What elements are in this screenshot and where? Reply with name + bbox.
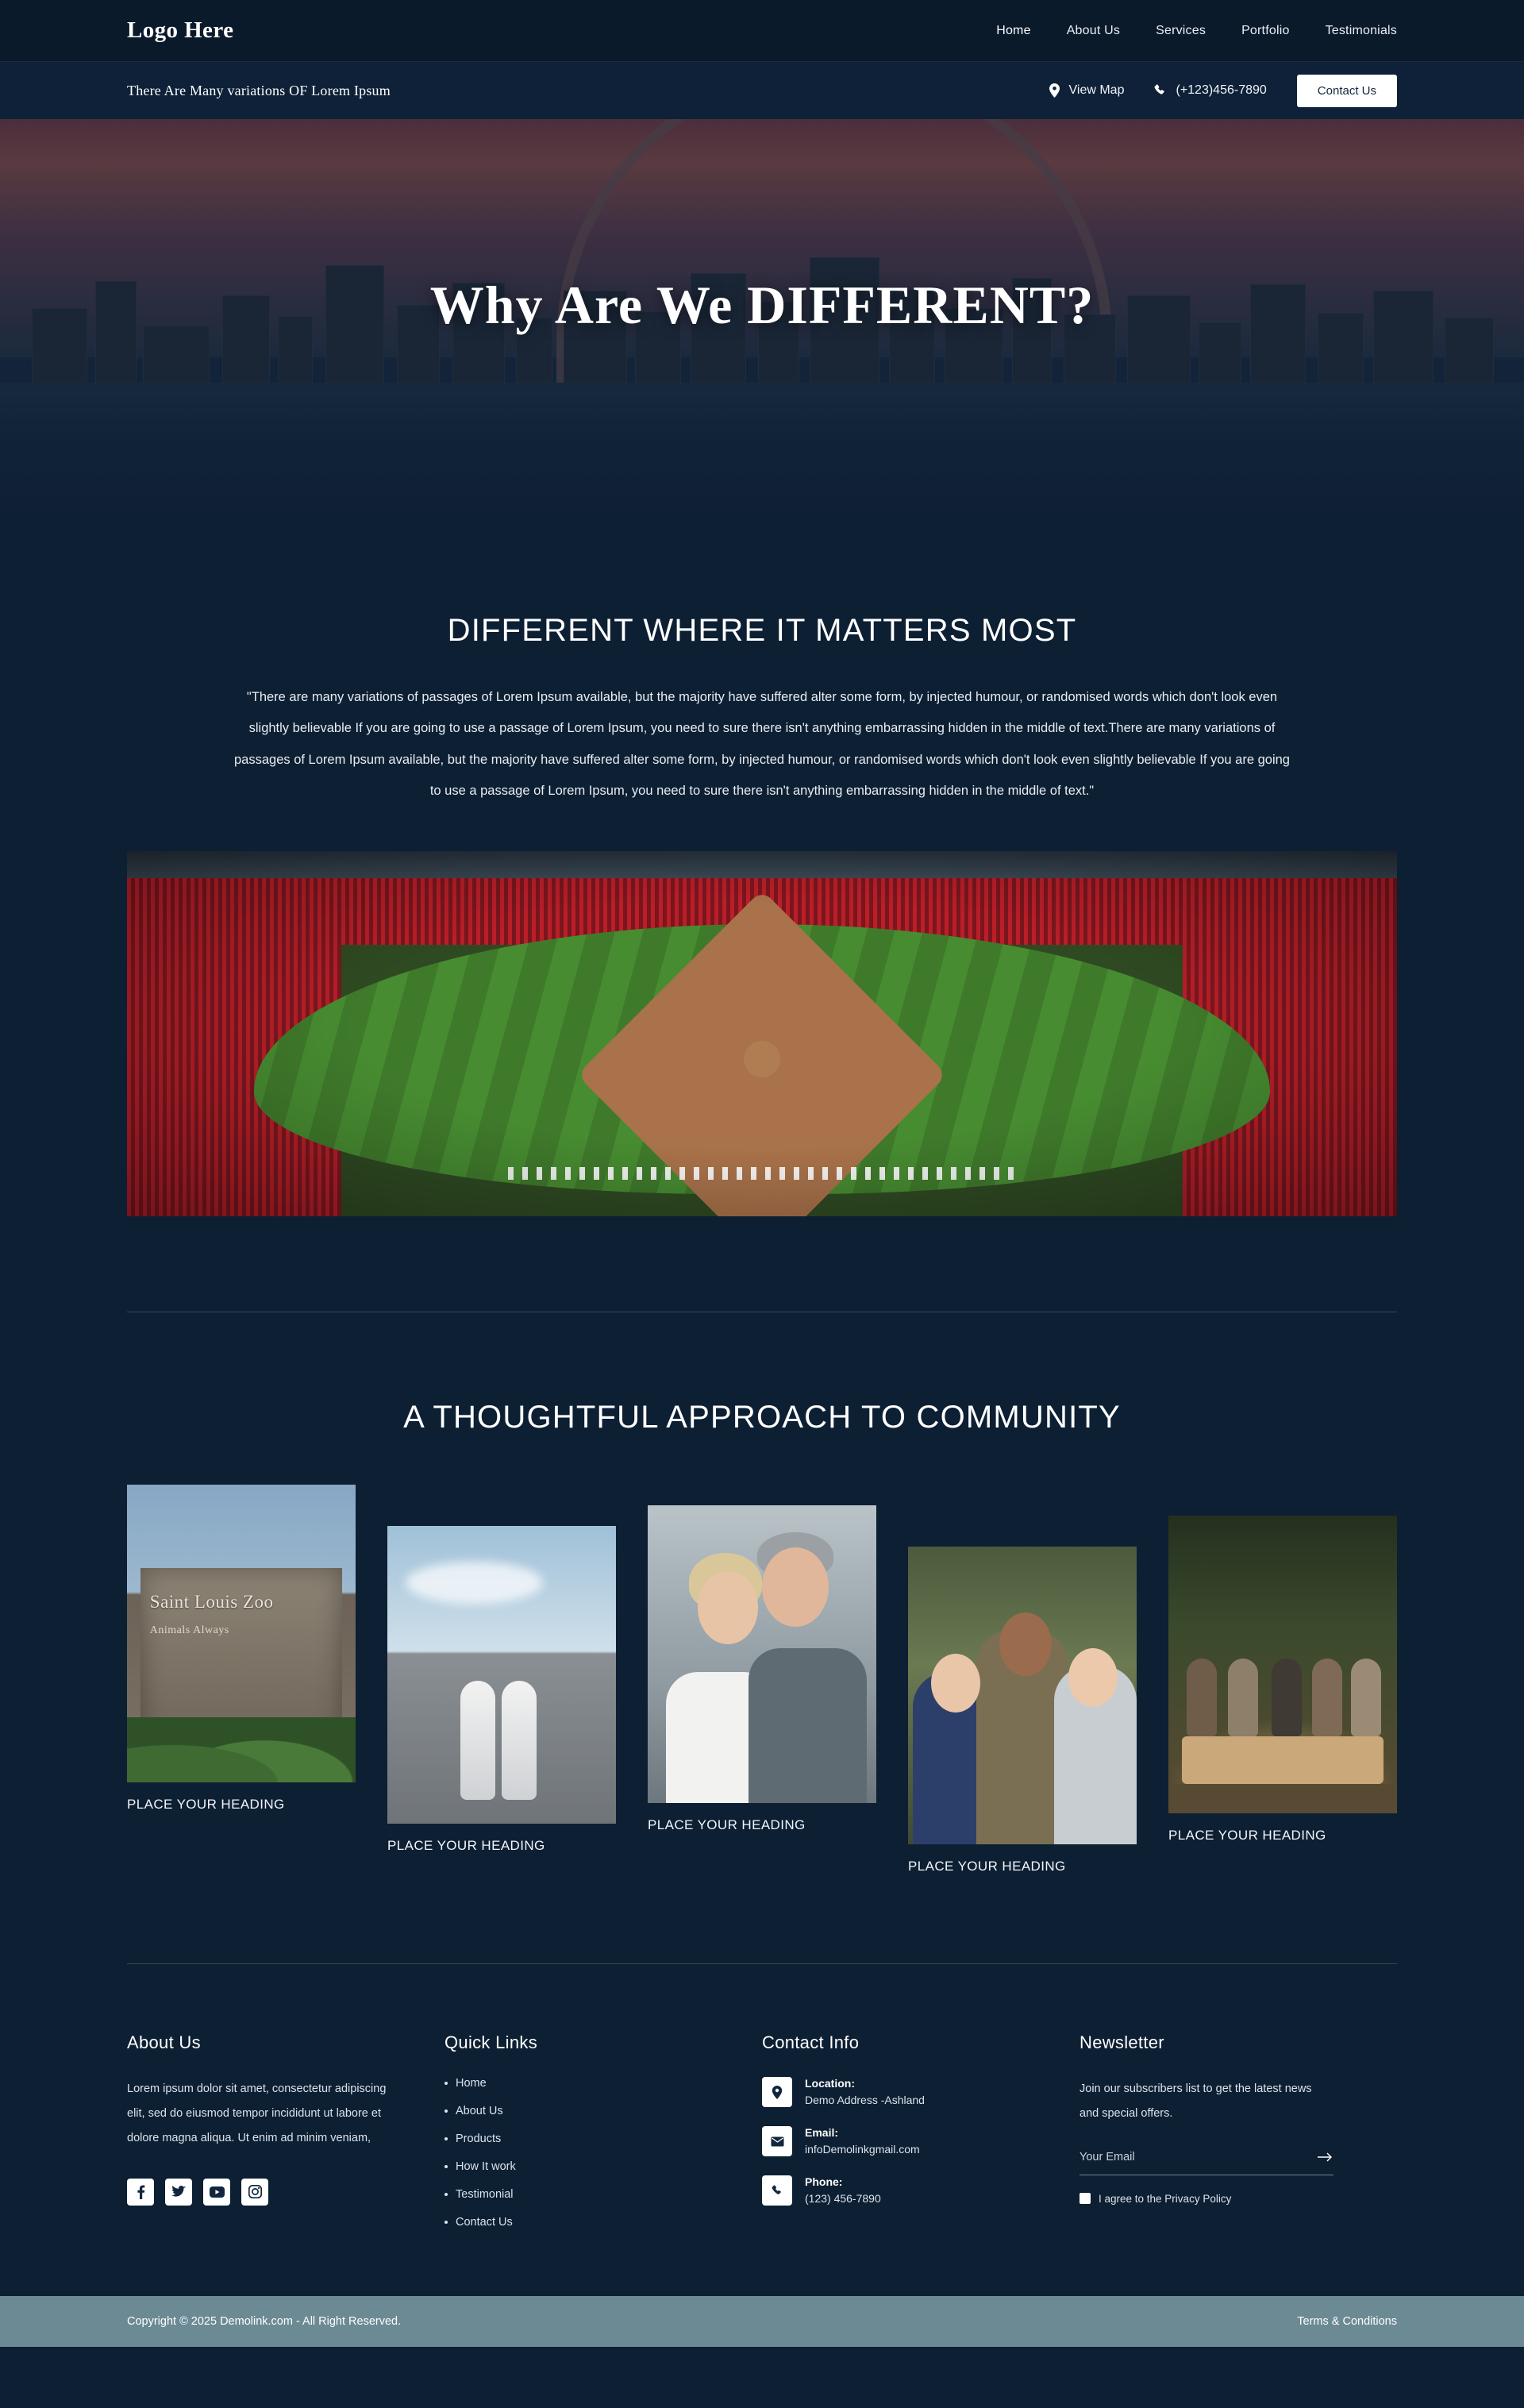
rooftop-robes-photo — [387, 1526, 616, 1824]
view-map-label: View Map — [1068, 83, 1125, 97]
quicklink-label: Testimonial — [456, 2188, 514, 2202]
nav-item-services[interactable]: Services — [1156, 23, 1206, 37]
contact-value: infoDemolinkgmail.com — [805, 2143, 920, 2156]
quicklink-item[interactable] — [444, 2133, 722, 2145]
different-section — [0, 613, 1524, 1312]
footer-contact-column — [762, 2032, 1080, 2244]
section1-title: DIFFERENT WHERE IT MATTERS MOST — [447, 613, 1077, 648]
twitter-icon[interactable] — [165, 2179, 192, 2206]
outdoor-dinner-photo — [1168, 1516, 1397, 1813]
footer-about-title: About Us — [127, 2032, 201, 2053]
bullet-icon — [444, 2082, 448, 2085]
contact-row-location — [762, 2077, 1040, 2107]
river-water — [0, 383, 1524, 511]
couple-portrait-photo — [648, 1505, 876, 1803]
footer-about-text: Lorem ipsum dolor sit amet, consectetur adipiscing elit, sed do eiusmod tempor incididunt ut labore et dolore magna aliqua. Ut enim ad minim veniam, — [127, 2082, 387, 2145]
quicklink-label: Products — [456, 2133, 502, 2146]
site-logo[interactable]: Logo Here — [127, 17, 234, 43]
bullet-icon — [444, 2193, 448, 2196]
quicklink-label: Home — [456, 2077, 487, 2090]
hero-banner — [0, 119, 1524, 511]
bullet-icon — [444, 2109, 448, 2113]
quicklink-label: About Us — [456, 2105, 503, 2118]
quicklink-label: Contact Us — [456, 2216, 513, 2229]
phone-icon — [762, 2175, 792, 2206]
footer-quicklinks-title: Quick Links — [444, 2032, 538, 2053]
footer-newsletter-title: Newsletter — [1080, 2032, 1164, 2053]
community-section — [0, 1400, 1524, 1874]
newsletter-form — [1080, 2149, 1334, 2175]
tagline-text: There Are Many variations OF Lorem Ipsum — [127, 82, 391, 98]
bullet-icon — [444, 2165, 448, 2168]
community-card-caption: PLACE YOUR HEADING — [127, 1797, 285, 1813]
footer-contact-title: Contact Info — [762, 2032, 860, 2053]
quicklink-item[interactable] — [444, 2160, 722, 2173]
contact-label: Email: — [805, 2126, 839, 2140]
bullet-icon — [444, 2137, 448, 2140]
copyright-text: Copyright © 2025 Demolink.com - All Right Reserved. — [127, 2315, 402, 2329]
community-card-caption: PLACE YOUR HEADING — [648, 1817, 806, 1833]
community-card-caption: PLACE YOUR HEADING — [1168, 1828, 1326, 1844]
phone-icon — [1154, 84, 1167, 97]
footer-about-column — [127, 2032, 444, 2244]
utility-bar — [0, 62, 1524, 119]
community-card[interactable] — [908, 1547, 1137, 1874]
terms-and-conditions-link[interactable]: Terms & Conditions — [1297, 2315, 1397, 2329]
phone-number: (+123)456-7890 — [1176, 83, 1267, 97]
community-card-row — [127, 1485, 1397, 1874]
site-footer — [127, 1964, 1397, 2296]
newsletter-text: Join our subscribers list to get the latest news and special offers. — [1080, 2082, 1312, 2120]
community-card-caption: PLACE YOUR HEADING — [908, 1859, 1066, 1874]
community-card[interactable] — [127, 1485, 356, 1813]
quicklinks-list — [444, 2077, 722, 2229]
community-card-caption: PLACE YOUR HEADING — [387, 1838, 545, 1854]
envelope-icon — [762, 2126, 792, 2156]
community-card[interactable] — [648, 1505, 876, 1833]
footer-quicklinks-column — [444, 2032, 762, 2244]
privacy-checkbox[interactable] — [1080, 2193, 1091, 2204]
footer-newsletter-column — [1080, 2032, 1397, 2244]
social-links — [127, 2179, 405, 2206]
utility-bar-actions — [1049, 75, 1397, 107]
nav-item-testimonials[interactable]: Testimonials — [1325, 23, 1397, 37]
nav-item-about-us[interactable]: About Us — [1066, 23, 1121, 37]
phone-link[interactable] — [1154, 83, 1266, 98]
bullet-icon — [444, 2221, 448, 2224]
location-pin-icon — [1049, 83, 1060, 98]
section2-title: A THOUGHTFUL APPROACH TO COMMUNITY — [403, 1400, 1121, 1435]
quicklink-label: How It work — [456, 2160, 516, 2174]
quicklink-item[interactable] — [444, 2077, 722, 2090]
group-friends-photo — [908, 1547, 1137, 1844]
nav-item-portfolio[interactable]: Portfolio — [1241, 23, 1290, 37]
location-pin-icon — [762, 2077, 792, 2107]
stadium-photo — [127, 851, 1397, 1216]
contact-row-email — [762, 2126, 1040, 2156]
quicklink-item[interactable] — [444, 2105, 722, 2117]
hero-title: Why Are We DIFFERENT? — [429, 275, 1095, 335]
contact-row-phone — [762, 2175, 1040, 2206]
contact-label: Location: — [805, 2077, 855, 2090]
privacy-agree-label: I agree to the Privacy Policy — [1099, 2192, 1232, 2205]
contact-label: Phone: — [805, 2175, 843, 2189]
contact-value: (123) 456-7890 — [805, 2192, 881, 2206]
community-card[interactable] — [387, 1526, 616, 1854]
contact-value: Demo Address -Ashland — [805, 2094, 925, 2107]
quicklink-item[interactable] — [444, 2216, 722, 2229]
privacy-agree-row — [1080, 2193, 1357, 2205]
contact-info-list — [762, 2077, 1040, 2206]
zoo-sign-photo: Saint Louis Zoo Animals Always — [127, 1485, 356, 1782]
view-map-link[interactable] — [1049, 83, 1125, 98]
section1-paragraph: "There are many variations of passages of Lorem Ipsum available, but the majority have suffered alter some form, by injected humour, or randomised words which don't look even slightly believable If you are going to use a passage of Lorem Ipsum, you need to sure there isn't anything embarrassing hidden in the middle of text.There are many variations of passages of Lorem Ipsum available, but the majority have suffered alter some form, by injected humour, or randomised words which don't look even slightly believable If you are going to use a passage of Lorem Ipsum, you need to sure there isn't anything embarrassing hidden in the middle of text." — [234, 690, 1290, 798]
copyright-bar — [0, 2296, 1524, 2347]
instagram-icon[interactable] — [241, 2179, 268, 2206]
primary-nav — [996, 24, 1397, 38]
quicklink-item[interactable] — [444, 2188, 722, 2201]
nav-item-home[interactable]: Home — [996, 23, 1031, 37]
arrow-right-icon[interactable] — [1318, 2149, 1334, 2166]
top-navigation-bar — [0, 0, 1524, 62]
youtube-icon[interactable] — [203, 2179, 230, 2206]
newsletter-email-input[interactable] — [1080, 2151, 1318, 2163]
community-card[interactable] — [1168, 1516, 1397, 1844]
facebook-icon[interactable] — [127, 2179, 154, 2206]
contact-us-button[interactable]: Contact Us — [1297, 75, 1397, 107]
